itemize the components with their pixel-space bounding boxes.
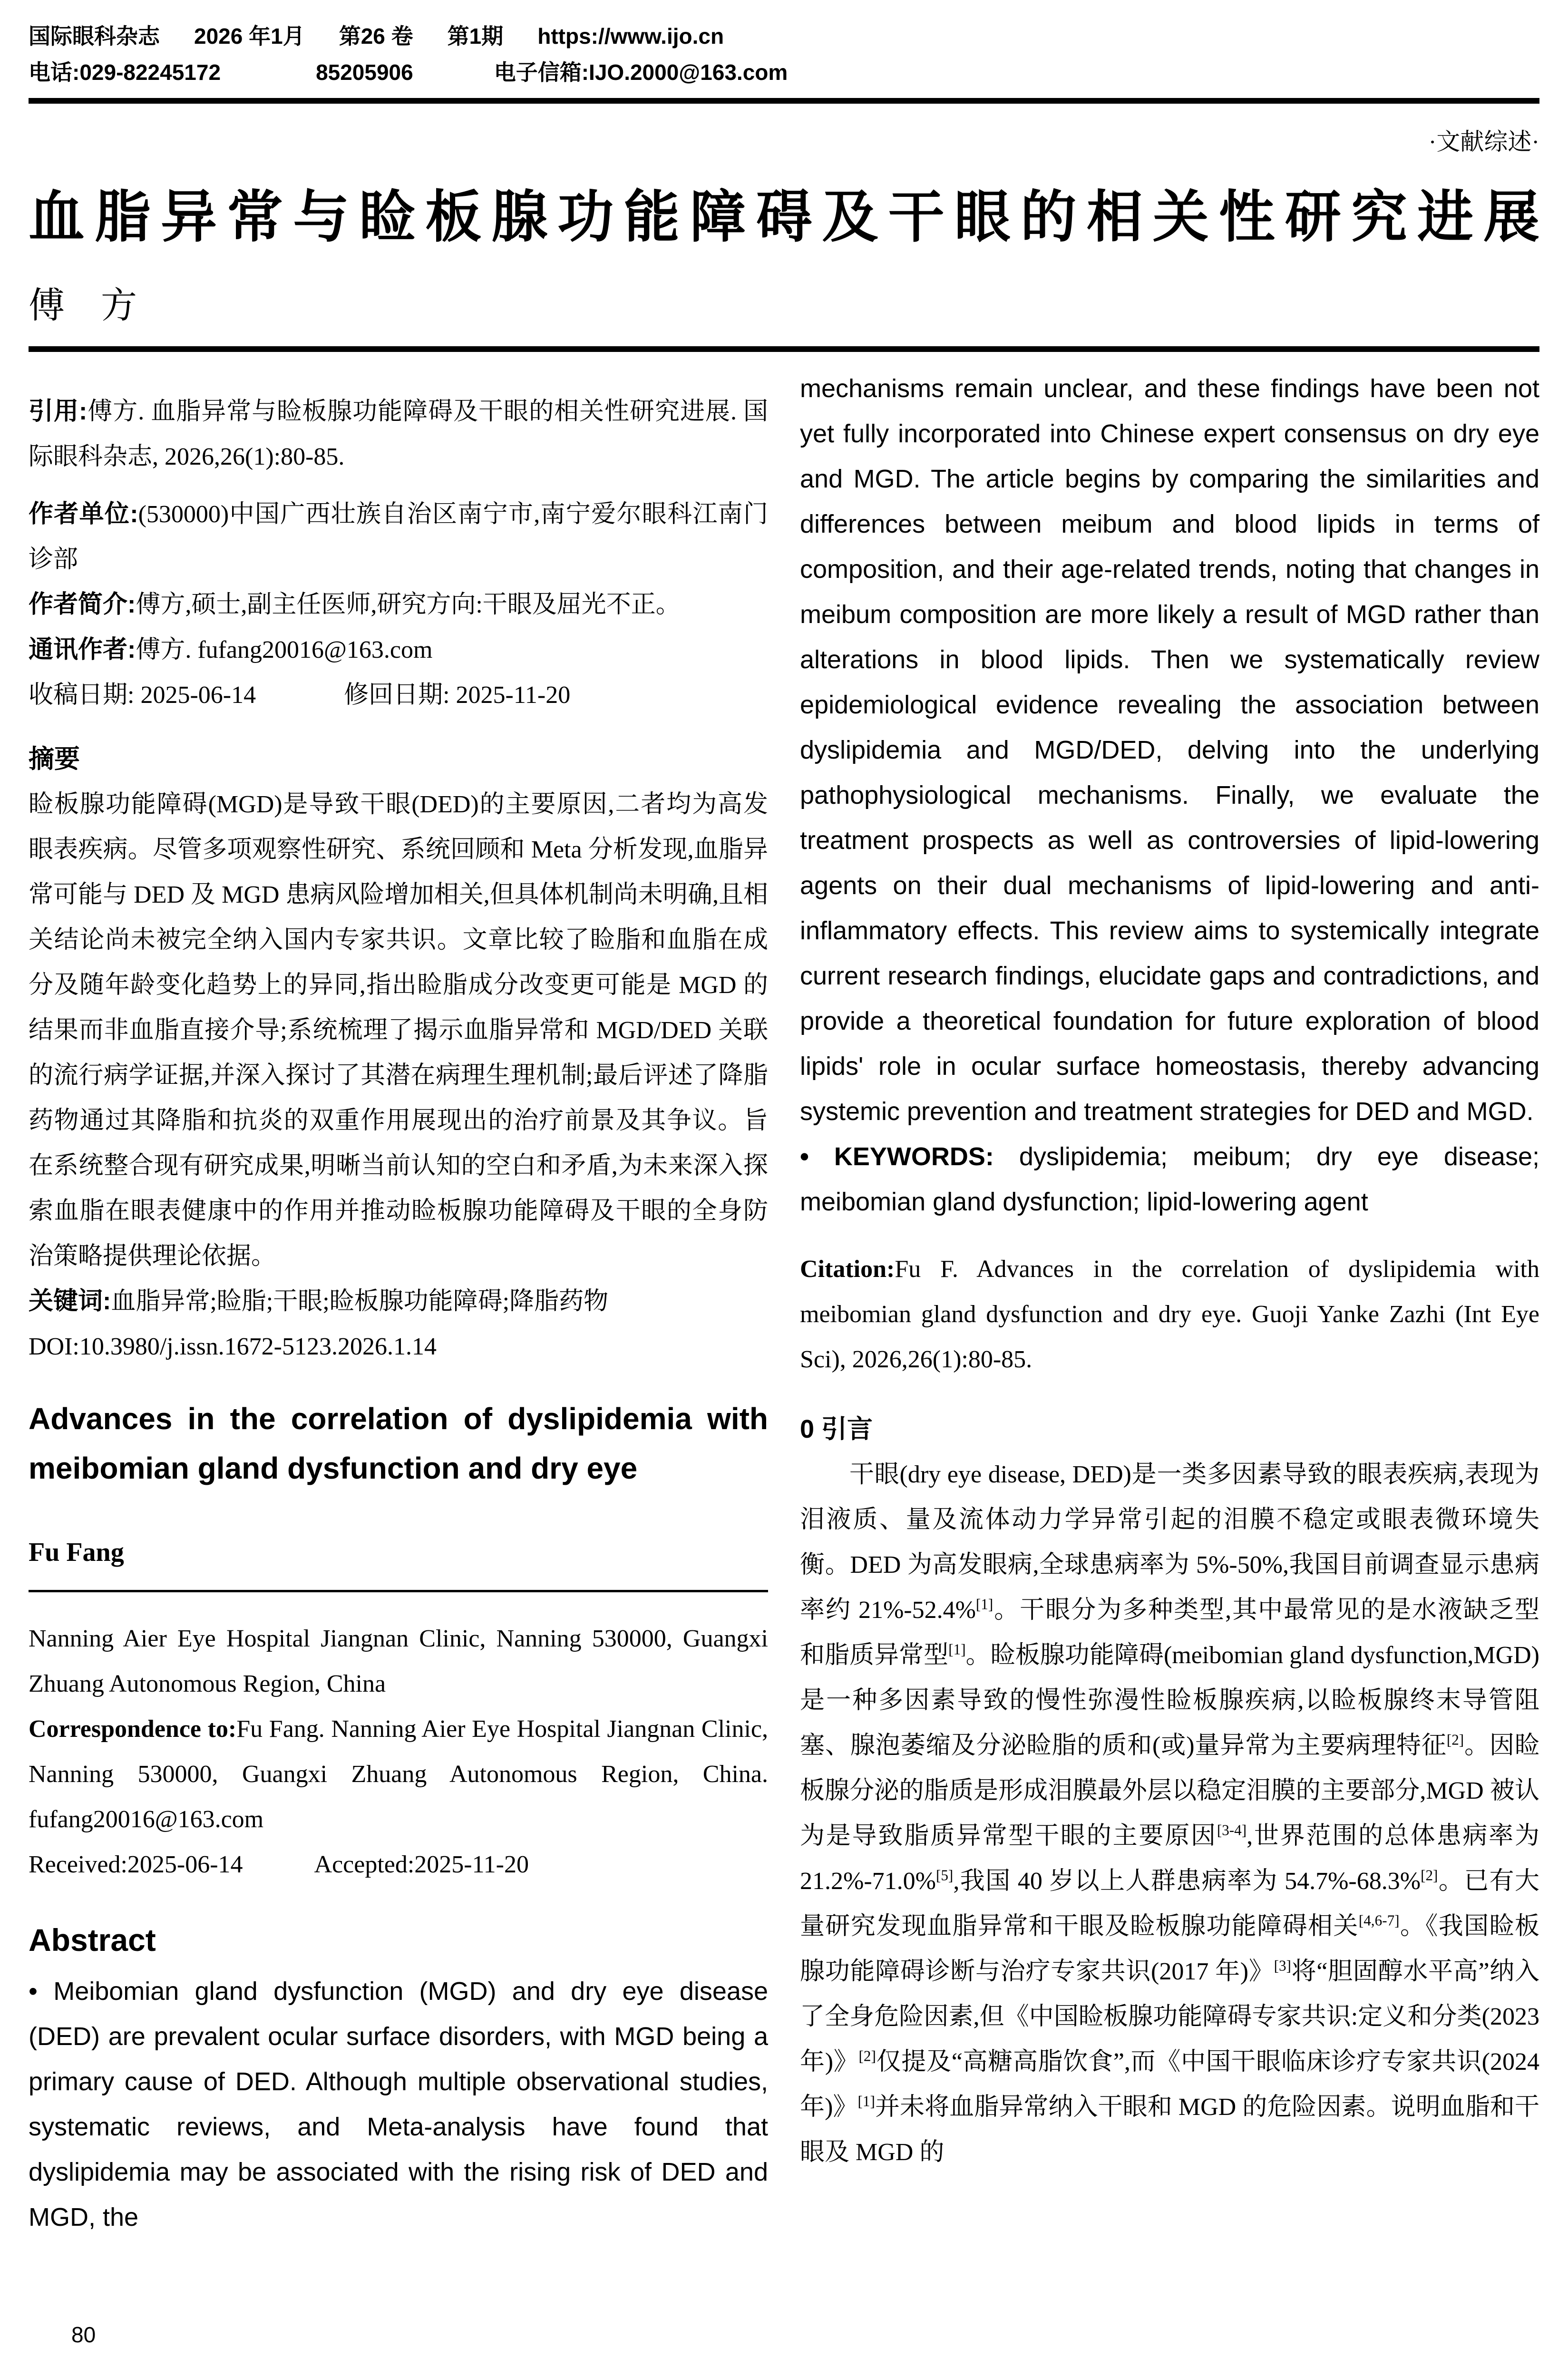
journal-name: 国际眼科杂志 [29,24,160,49]
article-title-cn: 血脂异常与睑板腺功能障碍及干眼的相关性研究进展 [29,186,1539,249]
dates-en [29,1842,768,1887]
article-title-en: Advances in the correlation of dyslipidemia with meibomian gland dysfunction and dry eye [29,1402,768,1485]
journal-number: 第1期 [447,24,504,49]
abstract-en-heading: Abstract [29,1922,156,1958]
right-column [800,366,1539,2175]
citation-en-text: Fu F. Advances in the correlation of dyslipidemia with meibomian gland dysfunction and dry eye. Guoji Yanke Zazhi (Int Eye Sci), 2026,26(1):80-85. [800,1256,1539,1373]
author-bio-label: 作者简介: [29,591,136,618]
introduction-heading: 0 引言 [800,1415,873,1443]
keywords-en-text: dyslipidemia; meibum; dry eye disease; meibomian gland dysfunction; lipid-lowering agent [800,1142,1539,1216]
page-number: 80 [71,2322,96,2347]
footnote-divider [29,1590,768,1592]
correspondence-en-text: Fu Fang. Nanning Aier Eye Hospital Jiangnan Clinic, Nanning 530000, Guangxi Zhuang Autonomous Region, China. fufang20016@163.com [29,1715,768,1833]
dates-cn [29,672,768,718]
abstract-en-text-left: • Meibomian gland dysfunction (MGD) and dry eye disease (DED) are prevalent ocular surface disorders, with MGD being a primary cause of DED. Although multiple observational studies, systematic reviews, and Meta-analysis have found that dyslipidemia may be associated with the rising risk of DED and MGD, the [29,1977,768,2231]
author-bio-text: 傅方,硕士,副主任医师,研究方向:干眼及屈光不正。 [136,591,681,618]
correspondence-en [29,1706,768,1842]
author-name-cn: 傅 方 [29,286,137,326]
journal-issue-date: 2026 年1月 [194,24,305,49]
journal-header-line2 [29,54,1539,90]
affiliation-text: (530000)中国广西壮族自治区南宁市,南宁爱尔眼科江南门诊部 [29,501,768,573]
received-date-cn: 收稿日期: 2025-06-14 [29,682,256,709]
journal-header-line1 [29,18,1539,54]
citation-cn-label: 引用: [29,398,88,425]
citation-en-label: Citation: [800,1256,895,1283]
header-divider [29,98,1539,104]
journal-url: https://www.ijo.cn [537,24,724,49]
citation-cn-text: 傅方. 血脂异常与睑板腺功能障碍及干眼的相关性研究进展. 国际眼科杂志, 2026,26(1):80-85. [29,398,768,470]
abstract-cn-heading: 摘要 [29,745,80,773]
citation-cn [29,389,768,479]
article-category: ·文献综述· [1428,128,1539,155]
accepted-date-en: Accepted:2025-11-20 [314,1851,529,1878]
corresponding-author-cn [29,627,768,672]
corresponding-label: 通讯作者: [29,636,136,663]
journal-phone-1: 电话:029-82245172 [29,60,221,85]
corresponding-text: 傅方. fufang20016@163.com [136,636,433,663]
citation-en [800,1247,1539,1382]
article-body [29,366,1539,2240]
left-column [29,366,768,2240]
keywords-cn-label: 关键词: [29,1287,111,1315]
introduction-text: 干眼(dry eye disease, DED)是一类多因素导致的眼表疾病,表现为泪液质、量及流体动力学异常引起的泪膜不稳定或眼表微环境失衡。DED 为高发眼病,全球患病率为 5%-50%,我国目前调查显示患病率约 21%-52.4%[1]。干眼分为多种类型,其中最常见的是水液缺乏型和脂质异常型[1]。睑板腺功能障碍(meibomian gland dysfunction,MGD)是一种多因素导致的慢性弥漫性睑板腺疾病,以睑板腺终末导管阻塞、腺泡萎缩及分泌睑脂的质和(或)量异常为主要病理特征[2]。因睑板腺分泌的脂质是形成泪膜最外层以稳定泪膜的主要部分,MGD 被认为是导致脂质异常型干眼的主要原因[3-4],世界范围的总体患病率为 21.2%-71.0%[5],我国 40 岁以上人群患病率为 54.7%-68.3%[2]。已有大量研究发现血脂异常和干眼及睑板腺功能障碍相关[4,6-7]。《我国睑板腺功能障碍诊断与治疗专家共识(2017 年)》[3]将“胆固醇水平高”纳入了全身危险因素,但《中国睑板腺功能障碍专家共识:定义和分类(2023 年)》[2]仅提及“高糖高脂饮食”,而《中国干眼临床诊疗专家共识(2024 年)》[1]并未将血脂异常纳入干眼和 MGD 的危险因素。说明血脂和干眼及 MGD 的 [800,1461,1540,2166]
keywords-cn-text: 血脂异常;睑脂;干眼;睑板腺功能障碍;降脂药物 [111,1288,609,1315]
correspondence-en-label: Correspondence to: [29,1715,237,1743]
author-affiliation-cn [29,492,768,582]
keywords-en-label: • KEYWORDS: [800,1142,994,1171]
doi-line: DOI:10.3980/j.issn.1672-5123.2026.1.14 [29,1333,437,1360]
keywords-en [800,1134,1539,1225]
affiliation-en: Nanning Aier Eye Hospital Jiangnan Clinic, Nanning 530000, Guangxi Zhuang Autonomous Region, China [29,1625,768,1697]
affiliation-label: 作者单位: [29,500,138,528]
abstract-en-text-right: mechanisms remain unclear, and these findings have been not yet fully incorporated into Chinese expert consensus on dry eye and MGD. The article begins by comparing the similarities and differences between meibum and blood lipids in terms of composition, and their age-related trends, noting that changes in meibum composition are more likely a result of MGD rather than alterations in blood lipids. Then we systematically review epidemiological evidence revealing the association between dyslipidemia and MGD/DED, delving into the underlying pathophysiological mechanisms. Finally, we evaluate the treatment prospects as well as controversies of lipid-lowering agents on their dual mechanisms of lipid-lowering and anti-inflammatory effects. This review aims to systemically integrate current research findings, elucidate gaps and contradictions, and provide a theoretical foundation for future exploration of blood lipids' role in ocular surface homeostasis, thereby advancing systemic prevention and treatment strategies for DED and MGD. [800,374,1539,1126]
abstract-cn-text: 睑板腺功能障碍(MGD)是导致干眼(DED)的主要原因,二者均为高发眼表疾病。尽管多项观察性研究、系统回顾和 Meta 分析发现,血脂异常可能与 DED 及 MGD 患病风险增加相关,但具体机制尚未明确,且相关结论尚未被完全纳入国内专家共识。文章比较了睑脂和血脂在成分及随年龄变化趋势上的异同,指出睑脂成分改变更可能是 MGD 的结果而非血脂直接介导;系统梳理了揭示血脂异常和 MGD/DED 关联的流行病学证据,并深入探讨了其潜在病理生理机制;最后评述了降脂药物通过其降脂和抗炎的双重作用展现出的治疗前景及其争议。旨在系统整合现有研究成果,明晰当前认知的空白和矛盾,为未来深入探索血脂在眼表健康中的作用并推动睑板腺功能障碍及干眼的全身防治策略提供理论依据。 [29,791,768,1270]
revised-date-cn: 修回日期: 2025-11-20 [344,682,571,709]
author-bio-cn [29,582,768,627]
journal-volume: 第26 卷 [339,24,413,49]
author-name-en: Fu Fang [29,1538,124,1567]
keywords-cn [29,1279,768,1324]
journal-phone-2: 85205906 [316,60,413,85]
title-divider [29,346,1539,352]
received-date-en: Received:2025-06-14 [29,1851,243,1878]
journal-email: 电子信箱:IJO.2000@163.com [494,60,788,85]
